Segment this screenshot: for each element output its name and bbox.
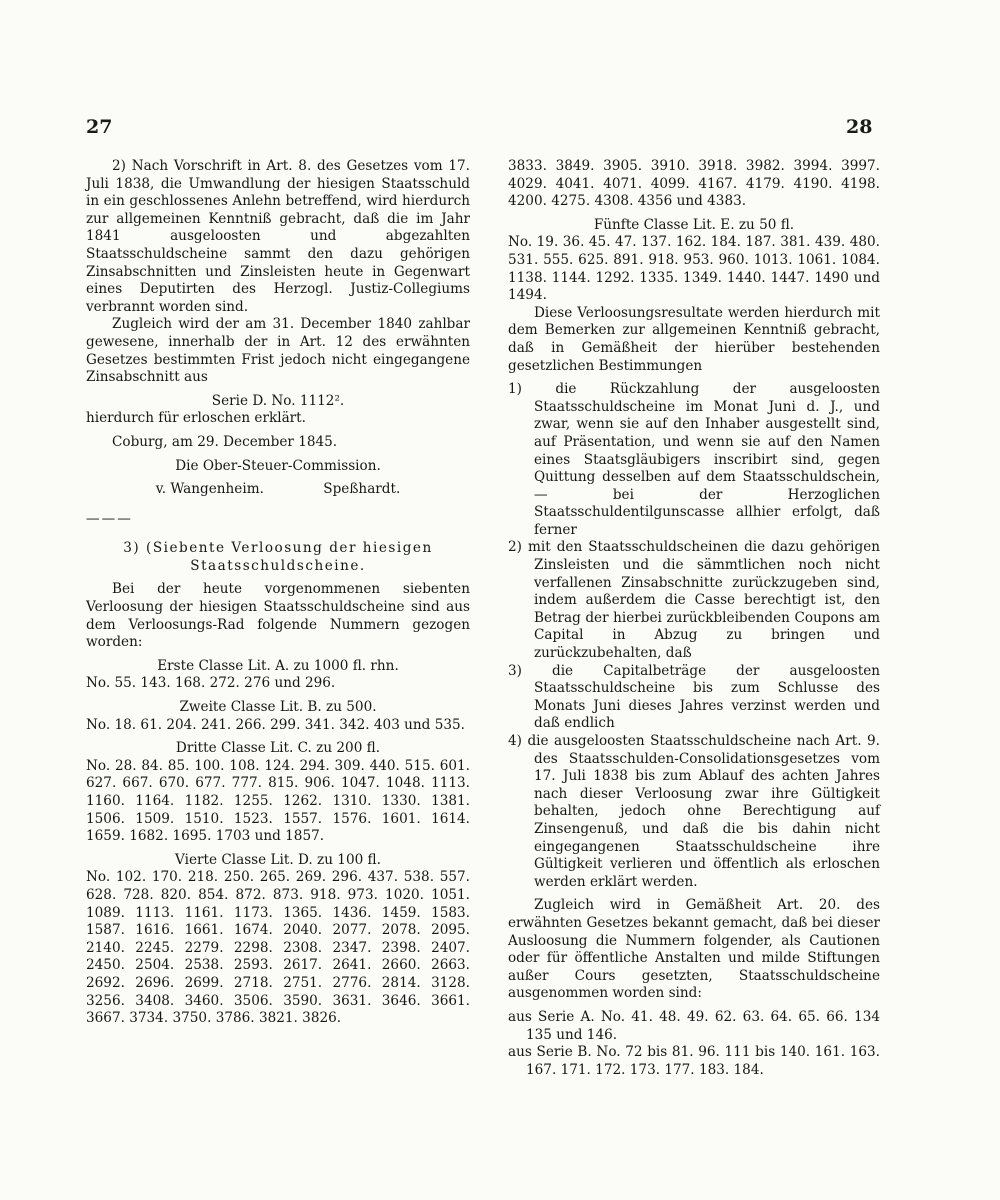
place-date: Coburg, am 29. December 1845. bbox=[112, 433, 338, 450]
paragraph-coupon-notice: Zugleich wird der am 31. December 1840 zahlbar gewesene, innerhalb der in Art. 12 des erwähnten Gesetzes bestimmten Frist jedoch nicht eingegangene Zinsabschnitt aus bbox=[86, 316, 470, 386]
list-item-4: 4) die ausgeloosten Staatsschuldscheine nach Art. 9. des Staatsschulden-Consolidationsgesetzes vom 17. Juli 1838 bis zum Ablauf des achten Jahres nach dieser Verloosung zwar ihre Gültigkeit behalten, jedoch ohne Berechtigung auf Zinsengenuß, und daß die bis dahin nicht eingegangenen Staatsschuldscheine ihre Gültigkeit verlieren und öffentlich als erloschen werden erklärt werden. bbox=[508, 733, 880, 890]
left-column bbox=[86, 158, 470, 1028]
class-3-numbers: No. 28. 84. 85. 100. 108. 124. 294. 309. 440. 515. 601. 627. 667. 670. 677. 777. 815. 906. 1047. 1048. 1113. 1160. 1164. 1182. 1255. 1262. 1310. 1330. 1381. 1506. 1509. 1510. 1523. 1557. 1576. 1601. 1614. 1659. 1682. 1695. 1703 und 1857. bbox=[86, 757, 470, 845]
section-heading-3: 3) (Siebente Verloosung der hiesigen Staatsschuldscheine. bbox=[123, 540, 433, 574]
class-1-numbers: No. 55. 143. 168. 272. 276 und 296. bbox=[86, 675, 336, 692]
class-4-numbers: No. 102. 170. 218. 250. 265. 269. 296. 437. 538. 557. 628. 728. 820. 854. 872. 873. 918. 973. 1020. 1051. 1089. 1113. 1161. 1173. 1365. 1436. 1459. 1583. 1587. 1616. 1661. 1674. 2040. 2077. 2078. 2095. 2140. 2245. 2279. 2298. 2308. 2347. 2398. 2407. 2450. 2504. 2538. 2593. 2617. 2641. 2660. 2663. 2692. 2696. 2699. 2718. 2751. 2776. 2814. 3128. 3256. 3408. 3460. 3506. 3590. 3631. 3646. 3661. 3667. 3734. 3750. 3786. 3821. 3826. bbox=[86, 869, 470, 1027]
class-1-heading: Erste Classe Lit. A. zu 1000 fl. rhn. bbox=[157, 657, 399, 674]
exemption-serie-a: aus Serie A. No. 41. 48. 49. 62. 63. 64. 65. 66. 134 135 und 146. bbox=[508, 1008, 880, 1043]
list-item-2: 2) mit den Staatsschuldscheinen die dazu gehörigen Zinsleisten und die sämmtlichen noch nicht verfallenen Zinsabschnitte zurückzugeben sind, indem außerdem die Casse berechtigt ist, den Betrag der hierbei zurückbleibenden Coupons am Capital in Abzug zu bringen und zurückzubehalten, daß bbox=[508, 539, 880, 662]
paragraph-exemptions: Zugleich wird in Gemäßheit Art. 20. des erwähnten Gesetzes bekannt gemacht, daß bei dieser Ausloosung die Nummern folgender, als Cautionen oder für öffentliche Anstalten und milde Stiftungen außer Cours gesetzten, Staatsschuldscheine ausgenommen worden sind: bbox=[508, 897, 880, 1002]
class-5-heading: Fünfte Classe Lit. E. zu 50 fl. bbox=[593, 216, 795, 233]
class-4-numbers-continued: 3833. 3849. 3905. 3910. 3918. 3982. 3994. 3997. 4029. 4041. 4071. 4099. 4167. 4179. 4190. 4198. 4200. 4275. 4308. 4356 und 4383. bbox=[508, 158, 880, 210]
page-number-left: 27 bbox=[86, 116, 113, 138]
class-5-numbers: No. 19. 36. 45. 47. 137. 162. 184. 187. 381. 439. 480. 531. 555. 625. 891. 918. 953. 960. 1013. 1061. 1084. 1138. 1144. 1292. 1335. 1349. 1440. 1447. 1490 und 1494. bbox=[508, 234, 880, 304]
class-4-heading: Vierte Classe Lit. D. zu 100 fl. bbox=[175, 851, 381, 868]
list-item-1: 1) die Rückzahlung der ausgeloosten Staatsschuldscheine im Monat Juni d. J., und zwar, wenn sie auf den Inhaber ausgestellt sind, auf Präsentation, und wenn sie auf den Namen eines Staatsgläubigers inscribirt sind, gegen Quittung desselben auf dem Staatsschuldschein, — bei der Herzoglichen Staatsschuldentilgunscasse allhier erfolgt, daß ferner bbox=[508, 381, 880, 538]
paragraph-burning-notice: 2) Nach Vorschrift in Art. 8. des Gesetzes vom 17. Juli 1838, die Umwandlung der hiesigen Staatsschuld in ein geschlossenes Anlehn betreffend, wird hierdurch zur allgemeinen Kenntniß gebracht, daß die im Jahr 1841 ausgeloosten und abgezahlten Staatsschuldscheine sammt den dazu gehörigen Zinsabschnitten und Zinsleisten heute in Gegenwart eines Deputirten des Herzogl. Justiz-Collegiums verbrannt worden sind. bbox=[86, 158, 470, 315]
signatures bbox=[86, 481, 470, 499]
section-divider: ——— bbox=[86, 510, 133, 527]
signature-2: Speßhardt. bbox=[323, 481, 401, 498]
signature-1: v. Wangenheim. bbox=[155, 481, 264, 498]
paragraph-declared-void: hierdurch für erloschen erklärt. bbox=[86, 410, 306, 427]
issuing-authority: Die Ober-Steuer-Commission. bbox=[175, 457, 381, 474]
page-number-right: 28 bbox=[846, 116, 873, 138]
paragraph-results-notice: Diese Verloosungsresultate werden hierdurch mit dem Bemerken zur allgemeinen Kenntniß gebracht, daß in Gemäßheit der hierüber bestehenden gesetzlichen Bestimmungen bbox=[508, 304, 880, 374]
paragraph-lottery-intro: Bei der heute vorgenommenen siebenten Verloosung der hiesigen Staatsschuldscheine sind aus dem Verloosungs-Rad folgende Nummern gezogen worden: bbox=[86, 581, 470, 651]
exemption-serie-b: aus Serie B. No. 72 bis 81. 96. 111 bis 140. 161. 163. 167. 171. 172. 173. 177. 183. 184. bbox=[508, 1044, 880, 1078]
class-2-numbers: No. 18. 61. 204. 241. 266. 299. 341. 342. 403 und 535. bbox=[86, 716, 465, 733]
right-column bbox=[508, 158, 880, 1079]
list-item-3: 3) die Capitalbeträge der ausgeloosten Staatsschuldscheine bis zum Schlusse des Monats Juni dieses Jahres verzinst werden und daß endlich bbox=[508, 662, 880, 732]
serie-reference: Serie D. No. 1112². bbox=[211, 392, 345, 409]
class-3-heading: Dritte Classe Lit. C. zu 200 fl. bbox=[175, 740, 381, 757]
class-2-heading: Zweite Classe Lit. B. zu 500. bbox=[179, 699, 377, 716]
